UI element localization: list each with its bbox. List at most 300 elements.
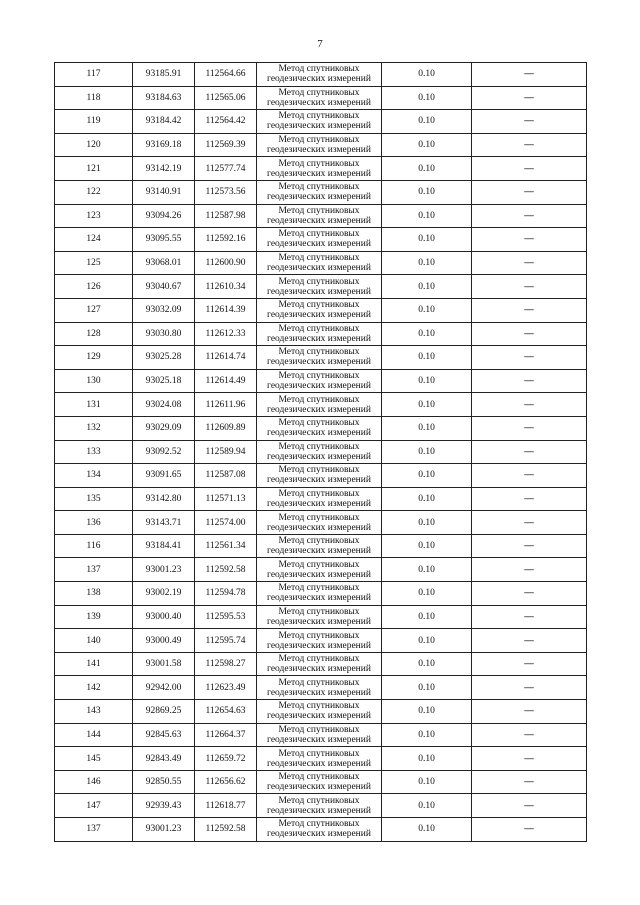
x-coordinate-cell: 93001.23: [133, 558, 195, 582]
x-coordinate-cell: 93095.55: [133, 228, 195, 252]
accuracy-cell: 0.10: [382, 770, 472, 794]
accuracy-cell: 0.10: [382, 275, 472, 299]
method-cell: [257, 346, 382, 370]
table-row: [55, 63, 587, 87]
y-coordinate-cell: 112664.37: [195, 723, 257, 747]
note-cell: —: [472, 534, 587, 558]
method-line-2: геодезических измерений: [267, 782, 371, 793]
note-cell: —: [472, 487, 587, 511]
method-cell: [257, 133, 382, 157]
method-cell: [257, 487, 382, 511]
accuracy-cell: 0.10: [382, 818, 472, 842]
method-line-1: Метод спутниковых: [278, 583, 360, 594]
table-row: [55, 582, 587, 606]
y-coordinate-cell: 112592.58: [195, 818, 257, 842]
method-cell: [257, 275, 382, 299]
x-coordinate-cell: 93184.41: [133, 534, 195, 558]
method-line-2: геодезических измерений: [267, 286, 371, 297]
y-coordinate-cell: 112656.62: [195, 770, 257, 794]
note-cell: —: [472, 794, 587, 818]
method-line-1: Метод спутниковых: [278, 418, 360, 429]
method-cell: [257, 180, 382, 204]
note-cell: —: [472, 605, 587, 629]
method-line-1: Метод спутниковых: [278, 371, 360, 382]
method-cell: [257, 204, 382, 228]
method-line-2: геодезических измерений: [267, 475, 371, 486]
accuracy-cell: 0.10: [382, 157, 472, 181]
method-cell: [257, 511, 382, 535]
method-line-1: Метод спутниковых: [278, 111, 360, 122]
note-cell: —: [472, 86, 587, 110]
accuracy-cell: 0.10: [382, 794, 472, 818]
y-coordinate-cell: 112611.96: [195, 393, 257, 417]
method-cell: [257, 794, 382, 818]
note-cell: —: [472, 511, 587, 535]
method-line-2: геодезических измерений: [267, 428, 371, 439]
point-number-cell: 140: [55, 629, 133, 653]
method-cell: [257, 558, 382, 582]
table-row: [55, 228, 587, 252]
note-cell: —: [472, 393, 587, 417]
table-row: [55, 369, 587, 393]
table-row: [55, 794, 587, 818]
accuracy-cell: 0.10: [382, 393, 472, 417]
y-coordinate-cell: 112614.39: [195, 298, 257, 322]
method-line-2: геодезических измерений: [267, 829, 371, 840]
y-coordinate-cell: 112561.34: [195, 534, 257, 558]
method-line-2: геодезических измерений: [267, 74, 371, 85]
table-row: [55, 652, 587, 676]
table-row: [55, 275, 587, 299]
table-row: [55, 770, 587, 794]
method-cell: [257, 652, 382, 676]
table-row: [55, 110, 587, 134]
point-number-cell: 133: [55, 440, 133, 464]
table-row: [55, 723, 587, 747]
method-cell: [257, 534, 382, 558]
page-number: 7: [317, 38, 323, 50]
note-cell: —: [472, 818, 587, 842]
method-line-2: геодезических измерений: [267, 569, 371, 580]
y-coordinate-cell: 112587.08: [195, 464, 257, 488]
table-row: [55, 251, 587, 275]
y-coordinate-cell: 112565.06: [195, 86, 257, 110]
point-number-cell: 128: [55, 322, 133, 346]
method-line-2: геодезических измерений: [267, 404, 371, 415]
x-coordinate-cell: 93029.09: [133, 416, 195, 440]
table-row: [55, 133, 587, 157]
x-coordinate-cell: 93169.18: [133, 133, 195, 157]
method-line-1: Метод спутниковых: [278, 724, 360, 735]
method-line-2: геодезических измерений: [267, 215, 371, 226]
y-coordinate-cell: 112592.16: [195, 228, 257, 252]
method-line-1: Метод спутниковых: [278, 701, 360, 712]
method-cell: [257, 700, 382, 724]
method-line-1: Метод спутниковых: [278, 772, 360, 783]
x-coordinate-cell: 92942.00: [133, 676, 195, 700]
x-coordinate-cell: 93091.65: [133, 464, 195, 488]
accuracy-cell: 0.10: [382, 346, 472, 370]
table-row: [55, 86, 587, 110]
method-line-2: геодезических измерений: [267, 357, 371, 368]
accuracy-cell: 0.10: [382, 86, 472, 110]
accuracy-cell: 0.10: [382, 322, 472, 346]
method-line-1: Метод спутниковых: [278, 465, 360, 476]
x-coordinate-cell: 92845.63: [133, 723, 195, 747]
point-number-cell: 138: [55, 582, 133, 606]
method-line-1: Метод спутниковых: [278, 182, 360, 193]
x-coordinate-cell: 93143.71: [133, 511, 195, 535]
table-row: [55, 157, 587, 181]
accuracy-cell: 0.10: [382, 629, 472, 653]
note-cell: —: [472, 275, 587, 299]
point-number-cell: 124: [55, 228, 133, 252]
point-number-cell: 126: [55, 275, 133, 299]
method-line-1: Метод спутниковых: [278, 87, 360, 98]
method-line-1: Метод спутниковых: [278, 512, 360, 523]
point-number-cell: 142: [55, 676, 133, 700]
x-coordinate-cell: 93094.26: [133, 204, 195, 228]
x-coordinate-cell: 93092.52: [133, 440, 195, 464]
x-coordinate-cell: 92843.49: [133, 747, 195, 771]
y-coordinate-cell: 112595.74: [195, 629, 257, 653]
method-cell: [257, 464, 382, 488]
y-coordinate-cell: 112609.89: [195, 416, 257, 440]
table-row: [55, 298, 587, 322]
method-line-2: геодезических измерений: [267, 145, 371, 156]
note-cell: —: [472, 180, 587, 204]
method-line-2: геодезических измерений: [267, 498, 371, 509]
table-row: [55, 464, 587, 488]
accuracy-cell: 0.10: [382, 558, 472, 582]
accuracy-cell: 0.10: [382, 416, 472, 440]
table-row: [55, 605, 587, 629]
point-number-cell: 119: [55, 110, 133, 134]
method-line-2: геодезических измерений: [267, 239, 371, 250]
y-coordinate-cell: 112610.34: [195, 275, 257, 299]
table-row: [55, 204, 587, 228]
method-cell: [257, 86, 382, 110]
point-number-cell: 127: [55, 298, 133, 322]
method-line-2: геодезических измерений: [267, 711, 371, 722]
method-line-1: Метод спутниковых: [278, 64, 360, 75]
method-line-2: геодезических измерений: [267, 381, 371, 392]
table-row: [55, 440, 587, 464]
method-line-1: Метод спутниковых: [278, 559, 360, 570]
y-coordinate-cell: 112618.77: [195, 794, 257, 818]
method-line-1: Метод спутниковых: [278, 158, 360, 169]
method-cell: [257, 416, 382, 440]
note-cell: —: [472, 558, 587, 582]
note-cell: —: [472, 770, 587, 794]
point-number-cell: 123: [55, 204, 133, 228]
method-cell: [257, 298, 382, 322]
x-coordinate-cell: 92850.55: [133, 770, 195, 794]
method-line-2: геодезических измерений: [267, 310, 371, 321]
accuracy-cell: 0.10: [382, 251, 472, 275]
note-cell: —: [472, 157, 587, 181]
accuracy-cell: 0.10: [382, 180, 472, 204]
table-row: [55, 322, 587, 346]
accuracy-cell: 0.10: [382, 747, 472, 771]
x-coordinate-cell: 93001.58: [133, 652, 195, 676]
method-line-1: Метод спутниковых: [278, 654, 360, 665]
note-cell: —: [472, 416, 587, 440]
accuracy-cell: 0.10: [382, 700, 472, 724]
x-coordinate-cell: 93030.80: [133, 322, 195, 346]
method-cell: [257, 605, 382, 629]
method-cell: [257, 251, 382, 275]
x-coordinate-cell: 93000.40: [133, 605, 195, 629]
accuracy-cell: 0.10: [382, 440, 472, 464]
method-line-2: геодезических измерений: [267, 640, 371, 651]
method-line-1: Метод спутниковых: [278, 748, 360, 759]
accuracy-cell: 0.10: [382, 676, 472, 700]
x-coordinate-cell: 93002.19: [133, 582, 195, 606]
accuracy-cell: 0.10: [382, 133, 472, 157]
method-line-2: геодезических измерений: [267, 121, 371, 132]
point-number-cell: 137: [55, 558, 133, 582]
table-row: [55, 747, 587, 771]
method-cell: [257, 393, 382, 417]
method-cell: [257, 228, 382, 252]
method-line-1: Метод спутниковых: [278, 488, 360, 499]
method-line-2: геодезических измерений: [267, 616, 371, 627]
point-number-cell: 132: [55, 416, 133, 440]
method-cell: [257, 747, 382, 771]
note-cell: —: [472, 629, 587, 653]
x-coordinate-cell: 92869.25: [133, 700, 195, 724]
point-number-cell: 135: [55, 487, 133, 511]
point-number-cell: 147: [55, 794, 133, 818]
y-coordinate-cell: 112614.49: [195, 369, 257, 393]
method-line-2: геодезических измерений: [267, 734, 371, 745]
y-coordinate-cell: 112654.63: [195, 700, 257, 724]
note-cell: —: [472, 251, 587, 275]
method-line-1: Метод спутниковых: [278, 323, 360, 334]
x-coordinate-cell: 92939.43: [133, 794, 195, 818]
point-number-cell: 137: [55, 818, 133, 842]
note-cell: —: [472, 676, 587, 700]
x-coordinate-cell: 93068.01: [133, 251, 195, 275]
y-coordinate-cell: 112598.27: [195, 652, 257, 676]
point-number-cell: 136: [55, 511, 133, 535]
point-number-cell: 130: [55, 369, 133, 393]
method-cell: [257, 629, 382, 653]
y-coordinate-cell: 112612.33: [195, 322, 257, 346]
point-number-cell: 134: [55, 464, 133, 488]
table-row: [55, 629, 587, 653]
method-cell: [257, 770, 382, 794]
note-cell: —: [472, 204, 587, 228]
table-row: [55, 180, 587, 204]
note-cell: —: [472, 228, 587, 252]
note-cell: —: [472, 700, 587, 724]
y-coordinate-cell: 112595.53: [195, 605, 257, 629]
method-cell: [257, 723, 382, 747]
note-cell: —: [472, 63, 587, 87]
table-row: [55, 393, 587, 417]
method-line-1: Метод спутниковых: [278, 253, 360, 264]
point-number-cell: 118: [55, 86, 133, 110]
table-row: [55, 346, 587, 370]
table-row: [55, 416, 587, 440]
x-coordinate-cell: 93184.63: [133, 86, 195, 110]
point-number-cell: 129: [55, 346, 133, 370]
method-line-1: Метод спутниковых: [278, 606, 360, 617]
point-number-cell: 143: [55, 700, 133, 724]
accuracy-cell: 0.10: [382, 464, 472, 488]
note-cell: —: [472, 723, 587, 747]
x-coordinate-cell: 93140.91: [133, 180, 195, 204]
accuracy-cell: 0.10: [382, 228, 472, 252]
x-coordinate-cell: 93142.19: [133, 157, 195, 181]
y-coordinate-cell: 112589.94: [195, 440, 257, 464]
x-coordinate-cell: 93040.67: [133, 275, 195, 299]
point-number-cell: 120: [55, 133, 133, 157]
method-line-2: геодезических измерений: [267, 546, 371, 557]
x-coordinate-cell: 93184.42: [133, 110, 195, 134]
table-row: [55, 676, 587, 700]
method-line-1: Метод спутниковых: [278, 536, 360, 547]
method-cell: [257, 369, 382, 393]
accuracy-cell: 0.10: [382, 605, 472, 629]
x-coordinate-cell: 93142.80: [133, 487, 195, 511]
accuracy-cell: 0.10: [382, 63, 472, 87]
method-line-1: Метод спутниковых: [278, 795, 360, 806]
method-line-1: Метод спутниковых: [278, 135, 360, 146]
table-row: [55, 700, 587, 724]
table-row: [55, 558, 587, 582]
table-body: [55, 63, 587, 842]
y-coordinate-cell: 112614.74: [195, 346, 257, 370]
note-cell: —: [472, 582, 587, 606]
y-coordinate-cell: 112571.13: [195, 487, 257, 511]
y-coordinate-cell: 112594.78: [195, 582, 257, 606]
y-coordinate-cell: 112577.74: [195, 157, 257, 181]
point-number-cell: 144: [55, 723, 133, 747]
method-line-1: Метод спутниковых: [278, 394, 360, 405]
y-coordinate-cell: 112564.66: [195, 63, 257, 87]
y-coordinate-cell: 112573.56: [195, 180, 257, 204]
note-cell: —: [472, 322, 587, 346]
point-number-cell: 131: [55, 393, 133, 417]
y-coordinate-cell: 112600.90: [195, 251, 257, 275]
note-cell: —: [472, 652, 587, 676]
method-line-2: геодезических измерений: [267, 522, 371, 533]
note-cell: —: [472, 298, 587, 322]
point-number-cell: 122: [55, 180, 133, 204]
y-coordinate-cell: 112564.42: [195, 110, 257, 134]
method-cell: [257, 582, 382, 606]
y-coordinate-cell: 112592.58: [195, 558, 257, 582]
method-line-1: Метод спутниковых: [278, 347, 360, 358]
point-number-cell: 139: [55, 605, 133, 629]
method-line-1: Метод спутниковых: [278, 276, 360, 287]
method-cell: [257, 322, 382, 346]
x-coordinate-cell: 93024.08: [133, 393, 195, 417]
note-cell: —: [472, 440, 587, 464]
method-line-1: Метод спутниковых: [278, 205, 360, 216]
x-coordinate-cell: 93025.28: [133, 346, 195, 370]
method-line-2: геодезических измерений: [267, 451, 371, 462]
point-number-cell: 121: [55, 157, 133, 181]
table-row: [55, 487, 587, 511]
note-cell: —: [472, 464, 587, 488]
method-line-1: Метод спутниковых: [278, 677, 360, 688]
x-coordinate-cell: 93032.09: [133, 298, 195, 322]
table-row: [55, 818, 587, 842]
table-row: [55, 534, 587, 558]
note-cell: —: [472, 133, 587, 157]
method-line-2: геодезических измерений: [267, 805, 371, 816]
method-line-1: Метод спутниковых: [278, 300, 360, 311]
method-line-2: геодезических измерений: [267, 263, 371, 274]
note-cell: —: [472, 110, 587, 134]
accuracy-cell: 0.10: [382, 487, 472, 511]
x-coordinate-cell: 93001.23: [133, 818, 195, 842]
method-cell: [257, 157, 382, 181]
accuracy-cell: 0.10: [382, 534, 472, 558]
accuracy-cell: 0.10: [382, 369, 472, 393]
accuracy-cell: 0.10: [382, 652, 472, 676]
point-number-cell: 141: [55, 652, 133, 676]
y-coordinate-cell: 112659.72: [195, 747, 257, 771]
table-row: [55, 511, 587, 535]
method-line-2: геодезических измерений: [267, 593, 371, 604]
point-number-cell: 125: [55, 251, 133, 275]
method-cell: [257, 440, 382, 464]
method-line-1: Метод спутниковых: [278, 630, 360, 641]
x-coordinate-cell: 93185.91: [133, 63, 195, 87]
method-cell: [257, 676, 382, 700]
method-line-2: геодезических измерений: [267, 687, 371, 698]
point-number-cell: 116: [55, 534, 133, 558]
accuracy-cell: 0.10: [382, 511, 472, 535]
x-coordinate-cell: 93000.49: [133, 629, 195, 653]
accuracy-cell: 0.10: [382, 204, 472, 228]
y-coordinate-cell: 112587.98: [195, 204, 257, 228]
method-line-2: геодезических измерений: [267, 97, 371, 108]
accuracy-cell: 0.10: [382, 110, 472, 134]
method-line-1: Метод спутниковых: [278, 819, 360, 830]
note-cell: —: [472, 369, 587, 393]
note-cell: —: [472, 747, 587, 771]
y-coordinate-cell: 112623.49: [195, 676, 257, 700]
method-line-2: геодезических измерений: [267, 664, 371, 675]
method-line-1: Метод спутниковых: [278, 441, 360, 452]
point-number-cell: 146: [55, 770, 133, 794]
accuracy-cell: 0.10: [382, 582, 472, 606]
method-line-2: геодезических измерений: [267, 192, 371, 203]
method-cell: [257, 110, 382, 134]
method-line-2: геодезических измерений: [267, 333, 371, 344]
coordinates-table: [54, 62, 587, 842]
point-number-cell: 145: [55, 747, 133, 771]
accuracy-cell: 0.10: [382, 723, 472, 747]
method-line-2: геодезических измерений: [267, 168, 371, 179]
method-line-2: геодезических измерений: [267, 758, 371, 769]
y-coordinate-cell: 112574.00: [195, 511, 257, 535]
note-cell: —: [472, 346, 587, 370]
method-cell: [257, 818, 382, 842]
method-cell: [257, 63, 382, 87]
y-coordinate-cell: 112569.39: [195, 133, 257, 157]
accuracy-cell: 0.10: [382, 298, 472, 322]
method-line-1: Метод спутниковых: [278, 229, 360, 240]
point-number-cell: 117: [55, 63, 133, 87]
x-coordinate-cell: 93025.18: [133, 369, 195, 393]
